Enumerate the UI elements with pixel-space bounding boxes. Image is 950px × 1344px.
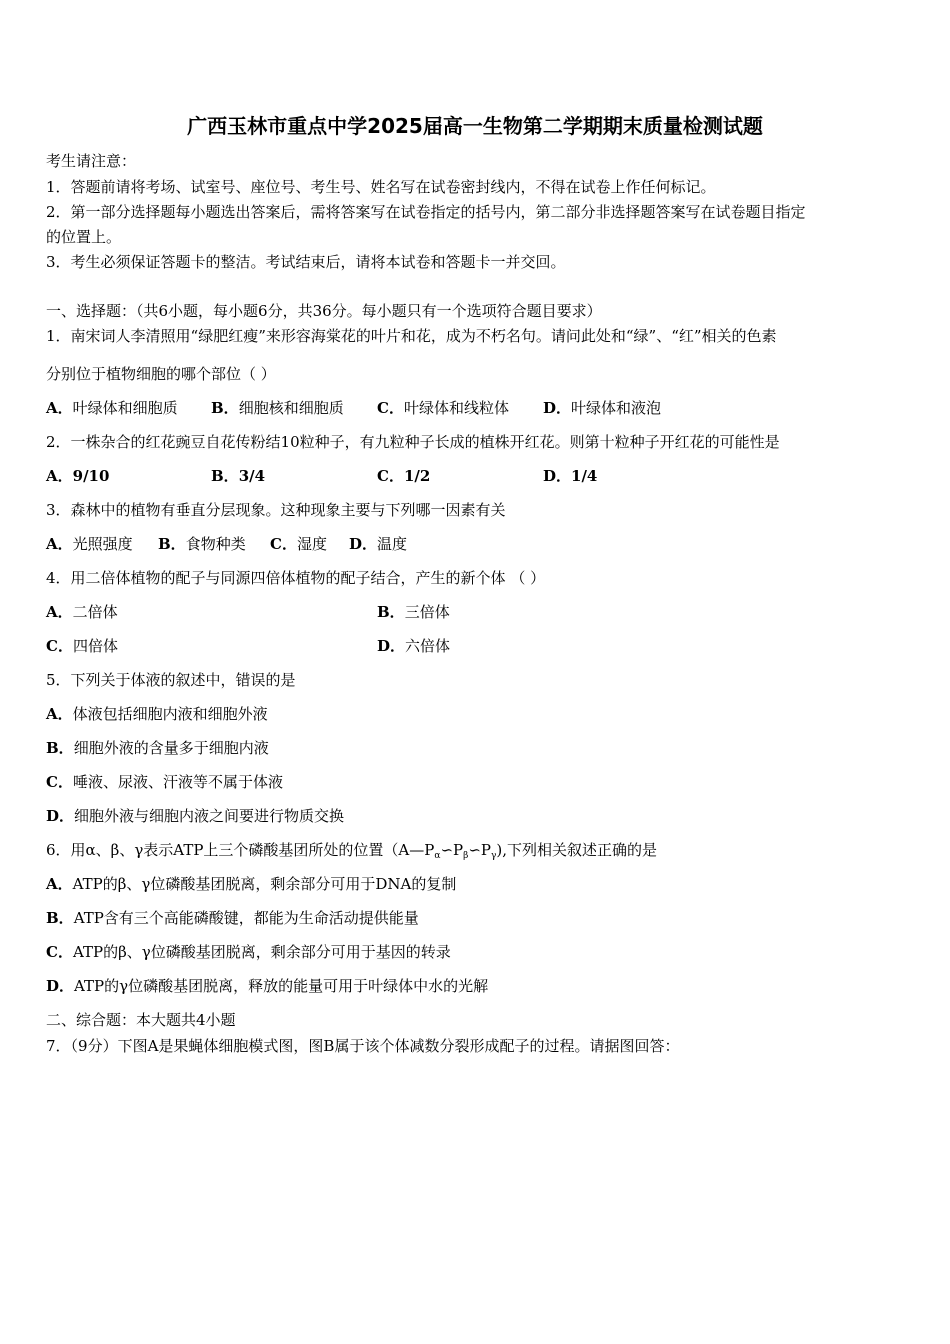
q4-option-a[interactable]: A．二倍体 — [46, 603, 118, 621]
q1-option-c[interactable]: C．叶绿体和线粒体 — [377, 399, 509, 417]
q5-option-c[interactable]: C．唾液、尿液、汗液等不属于体液 — [46, 773, 283, 791]
q4-option-b[interactable]: B．三倍体 — [377, 603, 450, 621]
notice-item-2: 2．第一部分选择题每小题选出答案后，需将答案写在试卷指定的括号内，第二部分非选择题答案写在试卷题目指定 — [46, 203, 806, 221]
question-6-stem: 6．用α、β、γ表示ATP上三个磷酸基团所处的位置$(A—P_\alpha∽P_\beta∽P_\gamma)$,下列相关叙述正确的是 — [46, 841, 657, 861]
q3-option-a[interactable]: A．光照强度 — [46, 535, 133, 553]
notice-heading: 考生请注意： — [46, 152, 137, 170]
q2-option-b[interactable]: B．3/4 — [211, 467, 266, 485]
question-1-stem-cont: 分别位于植物细胞的哪个部位（ ） — [46, 365, 276, 383]
question-5-stem: 5．下列关于体液的叙述中，错误的是 — [46, 671, 296, 689]
q4-option-d[interactable]: D．六倍体 — [377, 637, 451, 655]
q2-option-c[interactable]: C．1/2 — [377, 467, 431, 485]
q6-option-d[interactable]: D．ATP的γ位磷酸基团脱离，释放的能量可用于叶绿体中水的光解 — [46, 977, 489, 995]
q5-option-d[interactable]: D．细胞外液与细胞内液之间要进行物质交换 — [46, 807, 345, 825]
q3-option-b[interactable]: B．食物种类 — [158, 535, 246, 553]
q5-option-b[interactable]: B．细胞外液的含量多于细胞内液 — [46, 739, 269, 757]
q3-option-d[interactable]: D．温度 — [349, 535, 408, 553]
q2-option-d[interactable]: D．1/4 — [543, 467, 598, 485]
q5-option-a[interactable]: A．体液包括细胞内液和细胞外液 — [46, 705, 268, 723]
question-7-stem: 7．（9分）下图A是果蝇体细胞模式图，图B属于该个体减数分裂形成配子的过程。请据图回答： — [46, 1037, 680, 1055]
page-title: 广西玉林市重点中学2025届高一生物第二学期期末质量检测试题 — [187, 114, 763, 138]
q6-option-b[interactable]: B．ATP含有三个高能磷酸键，都能为生命活动提供能量 — [46, 909, 419, 927]
notice-item-3: 3．考生必须保证答题卡的整洁。考试结束后，请将本试卷和答题卡一并交回。 — [46, 253, 566, 271]
q6-option-a[interactable]: A．ATP的β、γ位磷酸基团脱离，剩余部分可用于DNA的复制 — [46, 875, 457, 893]
section-2-heading: 二、综合题：本大题共4小题 — [46, 1011, 236, 1029]
q2-option-a[interactable]: A．9/10 — [46, 467, 110, 485]
question-2-stem: 2．一株杂合的红花豌豆自花传粉结10粒种子，有九粒种子长成的植株开红花。则第十粒种子开红花的可能性是 — [46, 433, 780, 451]
notice-item-1: 1．答题前请将考场、试室号、座位号、考生号、姓名写在试卷密封线内，不得在试卷上作任何标记。 — [46, 178, 716, 196]
q1-option-d[interactable]: D．叶绿体和液泡 — [543, 399, 662, 417]
question-3-stem: 3．森林中的植物有垂直分层现象。这种现象主要与下列哪一因素有关 — [46, 501, 506, 519]
q4-option-c[interactable]: C．四倍体 — [46, 637, 118, 655]
q1-option-a[interactable]: A．叶绿体和细胞质 — [46, 399, 178, 417]
q1-option-b[interactable]: B．细胞核和细胞质 — [211, 399, 344, 417]
question-4-stem: 4．用二倍体植物的配子与同源四倍体植物的配子结合，产生的新个体 （ ） — [46, 569, 546, 587]
question-1-stem: 1．南宋词人李清照用“绿肥红瘦”来形容海棠花的叶片和花，成为不朽名句。请问此处和“绿”、“红”相关的色素 — [46, 327, 777, 345]
q3-option-c[interactable]: C．湿度 — [270, 535, 327, 553]
q6-option-c[interactable]: C．ATP的β、γ位磷酸基团脱离，剩余部分可用于基因的转录 — [46, 943, 451, 961]
section-1-heading: 一、选择题：（共6小题，每小题6分，共36分。每小题只有一个选项符合题目要求） — [46, 302, 602, 320]
notice-item-2-cont: 的位置上。 — [46, 228, 122, 246]
